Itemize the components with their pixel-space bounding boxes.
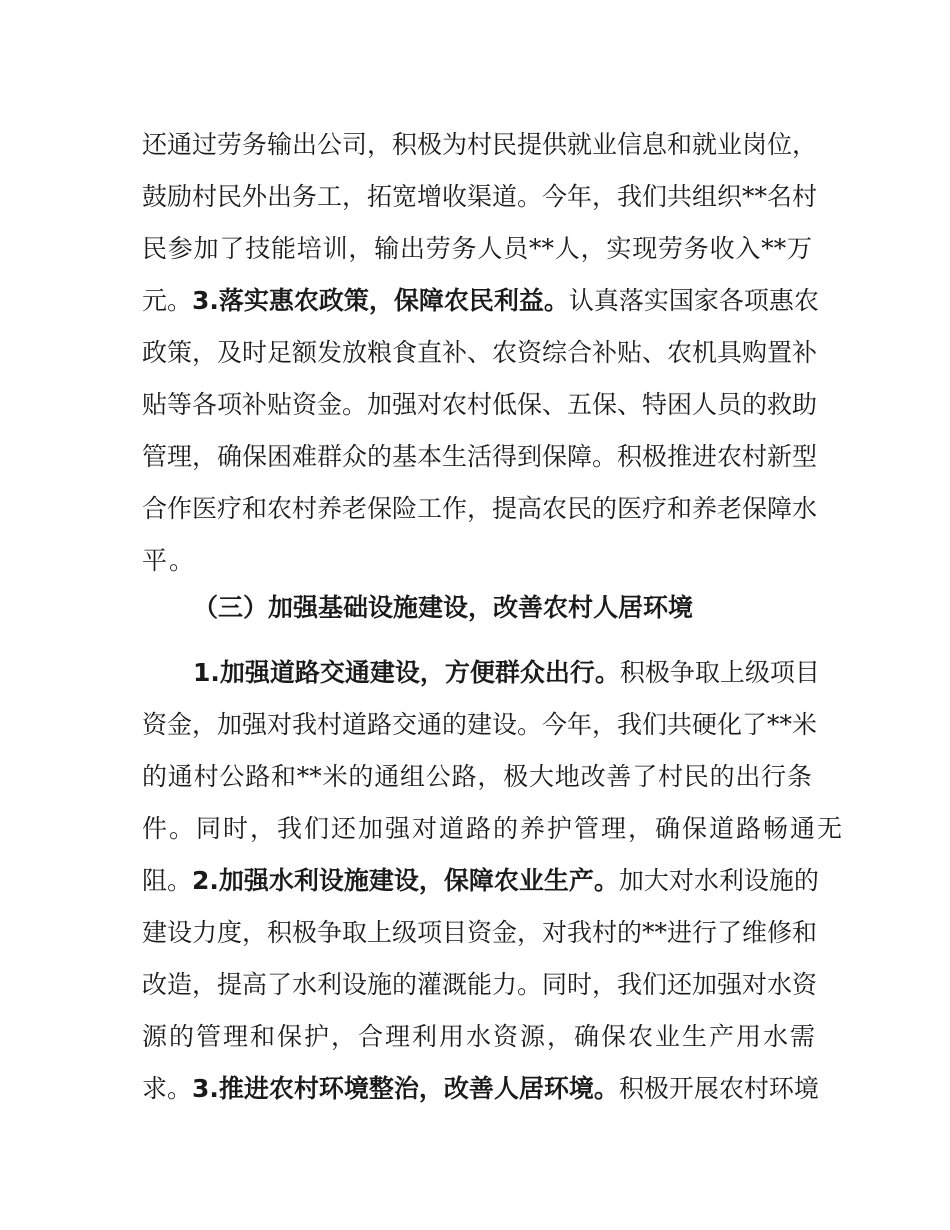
subheading-3b: 3.推进农村环境整治，改善人居环境。: [192, 1074, 619, 1103]
line-text: 积极开展农村环境: [618, 1074, 819, 1103]
paragraph-line: [142, 286, 819, 316]
paragraph-line: [142, 866, 819, 896]
subheading-2: 2.加强水利设施建设，保障农业生产。: [192, 866, 619, 895]
paragraph-line: [193, 658, 820, 688]
paragraph-line: 鼓励村民外出务工，拓宽增收渠道。今年，我们共组织**名村: [142, 182, 818, 211]
paragraph-line: 合作医疗和农村养老保险工作，提高农民的医疗和养老保障水: [142, 494, 818, 523]
subheading-3: 3.落实惠农政策，保障农民利益。: [192, 286, 569, 315]
paragraph-line: 的通村公路和**米的通组公路，极大地改善了村民的出行条: [142, 762, 812, 791]
paragraph-line: 改造，提高了水利设施的灌溉能力。同时，我们还加强对水资: [142, 970, 818, 999]
paragraph-line: 件。同时，我们还加强对道路的养护管理，确保道路畅通无: [142, 814, 845, 843]
section-heading: （三）加强基础设施建设，改善农村人居环境: [193, 593, 694, 622]
paragraph-line: 政策，及时足额发放粮食直补、农资综合补贴、农机具购置补: [142, 338, 818, 367]
paragraph-line: 民参加了技能培训，输出劳务人员**人，实现劳务收入**万: [142, 234, 812, 263]
paragraph-line: 还通过劳务输出公司，积极为村民提供就业信息和就业岗位，: [142, 130, 818, 159]
paragraph-line: 资金，加强对我村道路交通的建设。今年，我们共硬化了**米: [142, 710, 818, 739]
line-text: 阻。: [142, 866, 193, 895]
paragraph-line: 管理，确保困难群众的基本生活得到保障。积极推进农村新型: [142, 442, 818, 471]
line-text: 元。: [142, 286, 193, 315]
subheading-1: 1.加强道路交通建设，方便群众出行。: [193, 658, 620, 687]
line-text: 求。: [142, 1074, 193, 1103]
paragraph-line: 建设力度，积极争取上级项目资金，对我村的**进行了维修和: [142, 918, 818, 947]
line-text: 积极争取上级项目: [619, 658, 820, 687]
paragraph-line: 贴等各项补贴资金。加强对农村低保、五保、特困人员的救助: [142, 390, 818, 419]
line-text: 认真落实国家各项惠农: [568, 286, 819, 315]
paragraph-line: [142, 1074, 819, 1104]
line-text: 加大对水利设施的: [618, 866, 819, 895]
paragraph-line: 源的管理和保护，合理利用水资源，确保农业生产用水需: [142, 1022, 818, 1051]
paragraph-line: 平。: [142, 546, 197, 575]
